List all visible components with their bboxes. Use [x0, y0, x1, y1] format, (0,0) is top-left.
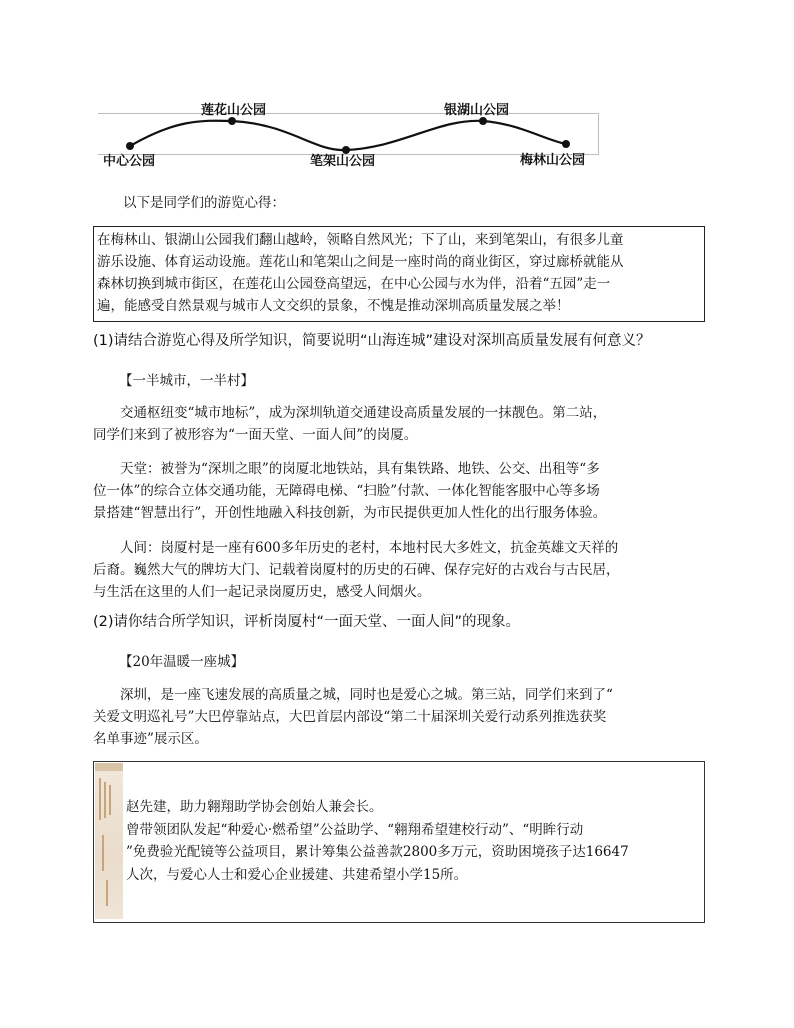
park-label-yinhu: 银湖山公园: [444, 103, 510, 118]
intro-text: 以下是同学们的游览心得：: [123, 195, 285, 211]
section-heading-half-city: 【一半城市，一半村】: [119, 373, 254, 389]
section2-paragraph-1: 交通枢纽变“城市地标”，成为深圳轨道交通建设高质量发展的一抹靓色。第二站， 同学们来到了被形容为“一面天堂、一面人间”的岗厦。: [93, 405, 607, 443]
route-dot-center-park: [126, 142, 134, 150]
route-curve: [130, 121, 566, 150]
section-heading-warm-city: 【20年温暖一座城】: [119, 654, 245, 670]
park-label-bijia: 笔架山公园: [310, 154, 376, 169]
route-wave: [0, 0, 794, 200]
section3-paragraph: 深圳，是一座飞速发展的高质量之城，同时也是爱心之城。第三站，同学们来到了“ 关爱文明巡礼号”大巴停靠站点，大巴首层内部设“第二十届深圳关爱行动系列推选获奖 名单事迹”展示区。: [93, 687, 613, 747]
section2-paragraph-heaven: 天堂：被誉为“深圳之眼”的岗厦北地铁站，具有集铁路、地铁、公交、出租等“多 位一体”的综合立体交通功能，无障碍电梯、“扫脸”付款、一体化智能客服中心等多场 景搭建“智慧出行”，开创性地融入科技创新，为市民提供更加人性化的出行服务体验。: [93, 461, 607, 521]
route-dot-lianhua: [228, 117, 236, 125]
poster-header-band: [95, 763, 123, 771]
card-line: 赵先建，助力翱翔助学协会创始人兼会长。: [126, 799, 383, 815]
park-label-meilin: 梅林山公园: [520, 153, 586, 168]
poster-stroke: [109, 785, 111, 815]
card-line: ”免费验光配镜等公益项目，累计筹集公益善款2800多万元，资助困境孩子达16647: [126, 844, 629, 860]
park-label-lianhua: 莲花山公园: [201, 103, 267, 118]
question-2: (2)请你结合所学知识，评析岗厦村“一面天堂、一面人间”的现象。: [93, 614, 521, 630]
notes-text: [97, 229, 703, 317]
notes-line: 游乐设施、体育运动设施。莲花山和笔架山之间是一座时尚的商业街区，穿过廊桥就能从: [97, 254, 624, 270]
section2-paragraph-earth: 人间：岗厦村是一座有600多年历史的老村，本地村民大多姓文，抗金英雄文天祥的 后裔。巍然大气的牌坊大门、记载着岗厦村的历史的石碑、保存完好的古戏台与古民居， 与生活在这里的人们一起记录岗厦历史，感受人间烟火。: [93, 540, 620, 600]
poster-stroke: [99, 778, 101, 820]
question-1: (1)请结合游览心得及所学知识，简要说明“山海连城”建设对深圳高质量发展有何意义？: [93, 333, 651, 349]
card-line: 人次，与爱心人士和爱心企业援建、共建希望小学15所。: [126, 866, 468, 883]
park-label-center: 中心公园: [103, 154, 156, 169]
poster-stroke: [106, 880, 108, 906]
card-text: [126, 796, 700, 886]
notes-line: 森林切换到城市街区，在莲花山公园登高望远，在中心公园与水为伴，沿着“五园”走一: [97, 276, 611, 292]
notes-line: 遍，能感受自然景观与城市人文交织的景象，不愧是推动深圳高质量发展之举！: [97, 298, 570, 314]
card-line: 曾带领团队发起“种爱心·燃希望”公益助学、“翱翔希望建校行动”、“明眸行动: [126, 821, 584, 838]
notes-line: 在梅林山、银湖山公园我们翻山越岭，领略自然风光；下了山，来到笔架山，有很多儿童: [97, 232, 624, 248]
poster-stroke: [104, 782, 106, 818]
route-dot-meilin: [562, 140, 570, 148]
poster-stroke: [102, 835, 104, 871]
route-dot-yinhu: [479, 117, 487, 125]
